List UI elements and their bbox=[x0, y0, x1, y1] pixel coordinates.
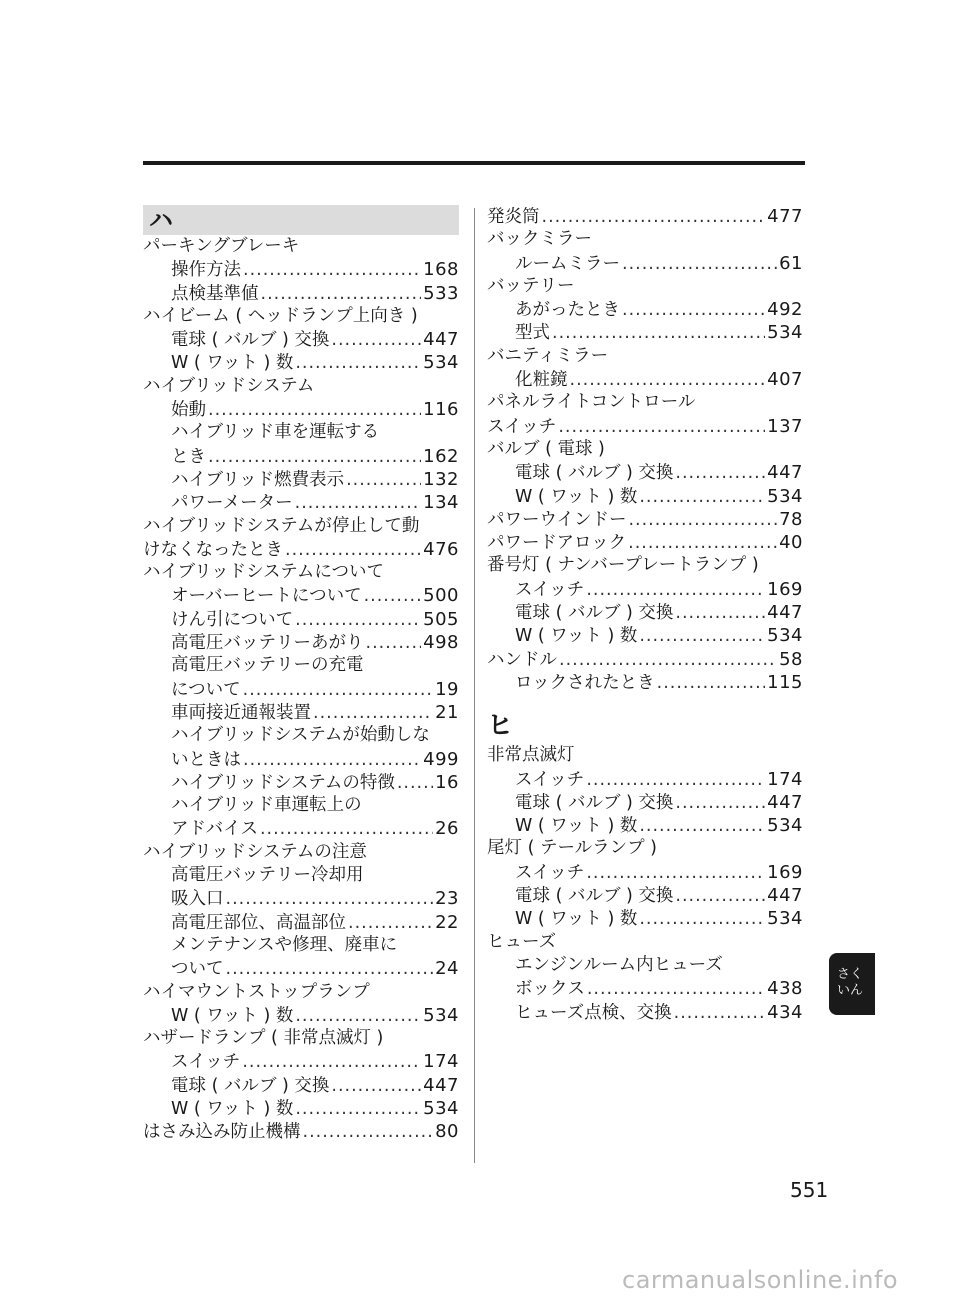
entry-page-number: 447 bbox=[767, 602, 803, 624]
entry-text: ヒューズ bbox=[487, 931, 557, 952]
column-divider bbox=[474, 208, 475, 1163]
dot-leader bbox=[559, 649, 777, 672]
entry-text: メンテナンスや修理、廃車に bbox=[171, 934, 398, 955]
entry-text: W ( ワット ) 数 bbox=[515, 909, 638, 930]
entry-page-number: 26 bbox=[435, 818, 459, 840]
index-entry[interactable] bbox=[487, 791, 803, 814]
dot-leader bbox=[587, 978, 765, 1001]
dot-leader bbox=[295, 609, 421, 632]
index-entry[interactable] bbox=[487, 508, 803, 531]
entry-page-number: 447 bbox=[767, 791, 803, 813]
dot-leader bbox=[639, 815, 765, 838]
entry-text: W ( ワット ) 数 bbox=[171, 353, 294, 374]
index-entry bbox=[487, 228, 803, 251]
index-entry bbox=[487, 554, 803, 577]
entry-text: 番号灯 ( ナンバープレートランプ ) bbox=[487, 555, 759, 576]
entry-text: ハンドル bbox=[487, 649, 557, 670]
index-column-left bbox=[143, 205, 459, 1144]
dot-leader bbox=[552, 322, 765, 345]
index-entry[interactable] bbox=[487, 977, 803, 1000]
section-heading-hi: ヒ bbox=[487, 711, 514, 742]
entry-text: けん引について bbox=[171, 609, 294, 630]
index-entry bbox=[143, 375, 459, 398]
dot-leader bbox=[570, 369, 766, 392]
index-entry[interactable] bbox=[143, 1004, 459, 1027]
entry-page-number: 137 bbox=[767, 415, 803, 437]
entry-page-number: 498 bbox=[423, 632, 459, 654]
index-entry bbox=[143, 841, 459, 864]
index-side-tab[interactable] bbox=[829, 953, 875, 1015]
index-entry[interactable] bbox=[143, 1050, 459, 1073]
entry-page-number: 438 bbox=[767, 978, 803, 1000]
index-entry[interactable] bbox=[487, 601, 803, 624]
entry-text: 車両接近通報装置 bbox=[171, 702, 311, 723]
entry-page-number: 492 bbox=[767, 299, 803, 321]
dot-leader bbox=[313, 702, 433, 725]
dot-leader bbox=[628, 532, 777, 555]
entry-page-number: 162 bbox=[423, 445, 459, 467]
entry-text: 高電圧バッテリーあがり bbox=[171, 633, 364, 654]
entry-page-number: 19 bbox=[435, 678, 459, 700]
entry-text: 化粧鏡 bbox=[515, 370, 568, 391]
dot-leader bbox=[285, 539, 421, 562]
dot-leader bbox=[639, 908, 765, 931]
index-entry[interactable] bbox=[487, 907, 803, 930]
index-entry bbox=[143, 794, 459, 817]
dot-leader bbox=[243, 749, 421, 772]
dot-leader bbox=[639, 625, 765, 648]
entry-text: ハイブリッドシステムが停止して動 bbox=[143, 515, 420, 536]
entry-text: W ( ワット ) 数 bbox=[171, 1005, 294, 1026]
entry-text: とき bbox=[171, 446, 206, 467]
entry-text: 電球 ( バルブ ) 交換 bbox=[515, 792, 674, 813]
entry-page-number: 58 bbox=[779, 648, 803, 670]
index-entry[interactable] bbox=[143, 282, 459, 305]
entry-page-number: 434 bbox=[767, 1001, 803, 1023]
index-entry bbox=[143, 654, 459, 677]
index-entry[interactable] bbox=[143, 957, 459, 980]
entry-text: ハイブリッドシステムの特徴 bbox=[171, 772, 395, 793]
index-entry[interactable] bbox=[487, 415, 803, 438]
entry-text: ロックされたとき bbox=[515, 672, 655, 693]
entry-text: パワーメーター bbox=[171, 493, 293, 514]
entry-text: パーキングブレーキ bbox=[143, 236, 300, 256]
entry-page-number: 169 bbox=[767, 578, 803, 600]
entry-text: スイッチ bbox=[171, 1052, 241, 1073]
index-entry bbox=[143, 934, 459, 957]
index-entry[interactable] bbox=[143, 538, 459, 561]
dot-leader bbox=[675, 792, 765, 815]
index-entry[interactable] bbox=[143, 1074, 459, 1097]
dot-leader bbox=[348, 912, 433, 935]
entry-text: いときは bbox=[171, 749, 241, 770]
section-heading-ha: ハ bbox=[143, 205, 459, 235]
entry-page-number: 134 bbox=[423, 492, 459, 514]
index-entry[interactable] bbox=[487, 648, 803, 671]
entry-text: バックミラー bbox=[487, 229, 592, 250]
index-entry bbox=[487, 275, 803, 298]
dot-leader bbox=[208, 399, 421, 422]
side-tab-line-1: さく bbox=[837, 967, 864, 982]
dot-leader bbox=[675, 885, 765, 908]
entry-page-number: 168 bbox=[423, 259, 459, 281]
index-entry[interactable] bbox=[487, 884, 803, 907]
entry-text: 非常点滅灯 bbox=[487, 745, 575, 766]
entry-text: 電球 ( バルブ ) 交換 bbox=[515, 463, 674, 484]
entry-text: パワーウインドー bbox=[487, 509, 627, 530]
index-entry[interactable] bbox=[487, 861, 803, 884]
entry-page-number: 534 bbox=[423, 1004, 459, 1026]
index-entry[interactable] bbox=[143, 445, 459, 468]
index-entry bbox=[143, 421, 459, 444]
dot-leader bbox=[542, 206, 766, 229]
index-entry[interactable] bbox=[143, 771, 459, 794]
entry-text: 電球 ( バルブ ) 交換 bbox=[515, 603, 674, 624]
index-entry[interactable] bbox=[143, 887, 459, 910]
entry-text: ハイブリッド燃費表示 bbox=[171, 469, 345, 490]
entry-page-number: 447 bbox=[423, 1074, 459, 1096]
index-entry bbox=[487, 954, 803, 977]
dot-leader bbox=[622, 299, 765, 322]
dot-leader bbox=[397, 772, 433, 795]
entry-page-number: 447 bbox=[423, 329, 459, 351]
dot-leader bbox=[628, 509, 777, 532]
index-entry[interactable] bbox=[487, 252, 803, 275]
dot-leader bbox=[657, 672, 765, 695]
entry-page-number: 500 bbox=[423, 585, 459, 607]
entry-page-number: 22 bbox=[435, 911, 459, 933]
index-entry bbox=[487, 744, 803, 767]
index-entry[interactable] bbox=[143, 748, 459, 771]
index-entry bbox=[487, 345, 803, 368]
dot-leader bbox=[558, 416, 765, 439]
dot-leader bbox=[261, 283, 422, 306]
entry-text: ハイマウントストップランプ bbox=[143, 981, 370, 1002]
entry-text: 操作方法 bbox=[171, 260, 241, 281]
entry-page-number: 80 bbox=[435, 1121, 459, 1143]
dot-leader bbox=[295, 1005, 421, 1028]
index-entry bbox=[487, 391, 803, 414]
entry-text: ルームミラー bbox=[515, 253, 620, 274]
entry-text: スイッチ bbox=[515, 769, 585, 790]
index-entry[interactable] bbox=[143, 398, 459, 421]
index-entry[interactable] bbox=[487, 578, 803, 601]
entry-text: 高電圧バッテリー冷却用 bbox=[171, 865, 364, 886]
index-entry[interactable] bbox=[143, 258, 459, 281]
entry-page-number: 16 bbox=[435, 771, 459, 793]
entry-text: 電球 ( バルブ ) 交換 bbox=[171, 330, 330, 351]
dot-leader bbox=[675, 602, 765, 625]
entry-page-number: 447 bbox=[767, 885, 803, 907]
dot-leader bbox=[674, 1002, 766, 1025]
entry-text: 高電圧バッテリーの充電 bbox=[171, 655, 364, 676]
index-entry bbox=[143, 724, 459, 747]
entry-page-number: 534 bbox=[767, 908, 803, 930]
dot-leader bbox=[243, 259, 421, 282]
index-entry[interactable] bbox=[487, 671, 803, 694]
dot-leader bbox=[260, 818, 433, 841]
index-entry bbox=[143, 981, 459, 1004]
entry-page-number: 534 bbox=[767, 815, 803, 837]
dot-leader bbox=[586, 769, 765, 792]
entry-text: ヒューズ点検、交換 bbox=[515, 1002, 672, 1023]
index-entry[interactable] bbox=[487, 814, 803, 837]
dot-leader bbox=[295, 1098, 421, 1121]
dot-leader bbox=[243, 679, 433, 702]
index-column-right bbox=[487, 205, 803, 1024]
entry-text: アドバイス bbox=[171, 819, 258, 840]
dot-leader bbox=[208, 446, 421, 469]
entry-text: ついて bbox=[171, 959, 224, 980]
index-entry[interactable] bbox=[143, 608, 459, 631]
dot-leader bbox=[366, 632, 422, 655]
entry-text: 点検基準値 bbox=[171, 283, 259, 304]
entry-page-number: 132 bbox=[423, 468, 459, 490]
index-entry bbox=[143, 515, 459, 538]
watermark: carmanualsonline.info bbox=[622, 1266, 899, 1294]
entry-text: はさみ込み防止機構 bbox=[143, 1122, 301, 1143]
index-entry bbox=[143, 305, 459, 328]
entry-text: ハザードランプ ( 非常点滅灯 ) bbox=[143, 1028, 384, 1049]
dot-leader bbox=[242, 1051, 421, 1074]
entry-text: バニティミラー bbox=[487, 345, 609, 366]
entry-page-number: 169 bbox=[767, 861, 803, 883]
index-entry[interactable] bbox=[487, 321, 803, 344]
index-entry[interactable] bbox=[143, 584, 459, 607]
dot-leader bbox=[226, 888, 434, 911]
section-hi-entries bbox=[487, 744, 803, 1024]
entry-text: 電球 ( バルブ ) 交換 bbox=[515, 886, 674, 907]
index-entry[interactable] bbox=[487, 205, 803, 228]
entry-page-number: 447 bbox=[767, 462, 803, 484]
index-entry bbox=[487, 931, 803, 954]
index-entry[interactable] bbox=[487, 298, 803, 321]
entry-page-number: 477 bbox=[767, 206, 803, 227]
entry-text: 発炎筒 bbox=[487, 207, 540, 227]
section-ha-continued-entries bbox=[487, 205, 803, 694]
index-entry[interactable] bbox=[487, 368, 803, 391]
entry-text: W ( ワット ) 数 bbox=[171, 1098, 294, 1119]
entry-page-number: 40 bbox=[779, 532, 803, 554]
entry-page-number: 476 bbox=[423, 538, 459, 560]
side-tab-line-2: いん bbox=[837, 983, 864, 998]
index-entry bbox=[143, 561, 459, 584]
entry-text: けなくなったとき bbox=[143, 539, 283, 560]
index-entry[interactable] bbox=[487, 1001, 803, 1024]
dot-leader bbox=[303, 1121, 434, 1144]
index-entry[interactable] bbox=[143, 678, 459, 701]
entry-text: ハイブリッドシステムの注意 bbox=[143, 841, 367, 862]
index-entry[interactable] bbox=[143, 701, 459, 724]
entry-text: バッテリー bbox=[487, 275, 575, 296]
top-rule bbox=[143, 161, 805, 165]
dot-leader bbox=[586, 579, 765, 602]
index-entry[interactable] bbox=[143, 911, 459, 934]
dot-leader bbox=[639, 486, 765, 509]
entry-text: ハイブリッドシステム bbox=[143, 375, 315, 396]
index-entry[interactable] bbox=[487, 624, 803, 647]
index-entry bbox=[487, 837, 803, 860]
index-entry[interactable] bbox=[143, 1097, 459, 1120]
entry-text: 尾灯 ( テールランプ ) bbox=[487, 838, 657, 859]
entry-text: エンジンルーム内ヒューズ bbox=[515, 954, 723, 975]
entry-text: あがったとき bbox=[515, 300, 620, 321]
entry-page-number: 534 bbox=[767, 625, 803, 647]
dot-leader bbox=[364, 585, 422, 608]
index-entry[interactable] bbox=[487, 485, 803, 508]
index-entry[interactable] bbox=[143, 1120, 459, 1143]
dot-leader bbox=[622, 253, 777, 276]
entry-text: ハイブリッド車運転上の bbox=[171, 795, 362, 816]
entry-page-number: 174 bbox=[423, 1051, 459, 1073]
entry-text: スイッチ bbox=[515, 862, 585, 883]
entry-text: 高電圧部位、高温部位 bbox=[171, 912, 346, 933]
entry-text: 型式 bbox=[515, 323, 550, 344]
index-entry[interactable] bbox=[143, 351, 459, 374]
entry-text: について bbox=[171, 679, 241, 700]
index-entry bbox=[143, 864, 459, 887]
dot-leader bbox=[295, 492, 422, 515]
entry-text: ハイビーム ( ヘッドランプ上向き ) bbox=[143, 305, 418, 326]
dot-leader bbox=[295, 352, 421, 375]
entry-text: スイッチ bbox=[487, 416, 557, 437]
entry-text: W ( ワット ) 数 bbox=[515, 486, 638, 507]
entry-text: ハイブリッドシステムについて bbox=[143, 562, 384, 583]
entry-page-number: 116 bbox=[423, 399, 459, 421]
index-entry[interactable] bbox=[143, 491, 459, 514]
index-entry[interactable] bbox=[143, 328, 459, 351]
entry-page-number: 533 bbox=[423, 282, 459, 304]
index-entry[interactable] bbox=[487, 768, 803, 791]
entry-page-number: 23 bbox=[435, 888, 459, 910]
dot-leader bbox=[675, 462, 765, 485]
entry-text: 始動 bbox=[171, 400, 206, 421]
index-entry[interactable] bbox=[143, 631, 459, 654]
section-ha-entries bbox=[143, 235, 459, 1144]
entry-text: パネルライトコントロール bbox=[487, 392, 696, 413]
entry-page-number: 115 bbox=[767, 671, 803, 693]
dot-leader bbox=[346, 469, 421, 492]
entry-text: 電球 ( バルブ ) 交換 bbox=[171, 1075, 330, 1096]
entry-page-number: 534 bbox=[767, 322, 803, 344]
entry-page-number: 499 bbox=[423, 748, 459, 770]
entry-page-number: 61 bbox=[779, 252, 803, 274]
entry-page-number: 21 bbox=[435, 701, 459, 723]
entry-page-number: 534 bbox=[767, 485, 803, 507]
index-entry[interactable] bbox=[487, 531, 803, 554]
page-number: 551 bbox=[790, 1178, 829, 1202]
entry-text: ボックス bbox=[515, 979, 585, 1000]
entry-text: オーバーヒートについて bbox=[171, 586, 362, 607]
index-entry bbox=[143, 235, 459, 258]
dot-leader bbox=[331, 1075, 421, 1098]
dot-leader bbox=[331, 329, 421, 352]
entry-text: ハイブリッド車を運転する bbox=[171, 422, 380, 443]
entry-text: パワードアロック bbox=[487, 533, 627, 554]
index-entry[interactable] bbox=[143, 817, 459, 840]
entry-page-number: 174 bbox=[767, 768, 803, 790]
index-entry bbox=[143, 1027, 459, 1050]
entry-text: ハイブリッドシステムが始動しな bbox=[171, 725, 430, 746]
entry-text: バルブ ( 電球 ) bbox=[487, 438, 605, 459]
dot-leader bbox=[226, 958, 434, 981]
entry-page-number: 24 bbox=[435, 958, 459, 980]
entry-page-number: 534 bbox=[423, 1097, 459, 1119]
entry-page-number: 407 bbox=[767, 369, 803, 391]
entry-text: スイッチ bbox=[515, 579, 585, 600]
index-entry[interactable] bbox=[487, 461, 803, 484]
entry-page-number: 78 bbox=[779, 508, 803, 530]
index-entry[interactable] bbox=[143, 468, 459, 491]
entry-text: 吸入口 bbox=[171, 889, 224, 910]
entry-text: W ( ワット ) 数 bbox=[515, 816, 638, 837]
entry-page-number: 534 bbox=[423, 352, 459, 374]
entry-page-number: 505 bbox=[423, 608, 459, 630]
entry-text: W ( ワット ) 数 bbox=[515, 626, 638, 647]
index-entry bbox=[487, 438, 803, 461]
dot-leader bbox=[586, 862, 765, 885]
